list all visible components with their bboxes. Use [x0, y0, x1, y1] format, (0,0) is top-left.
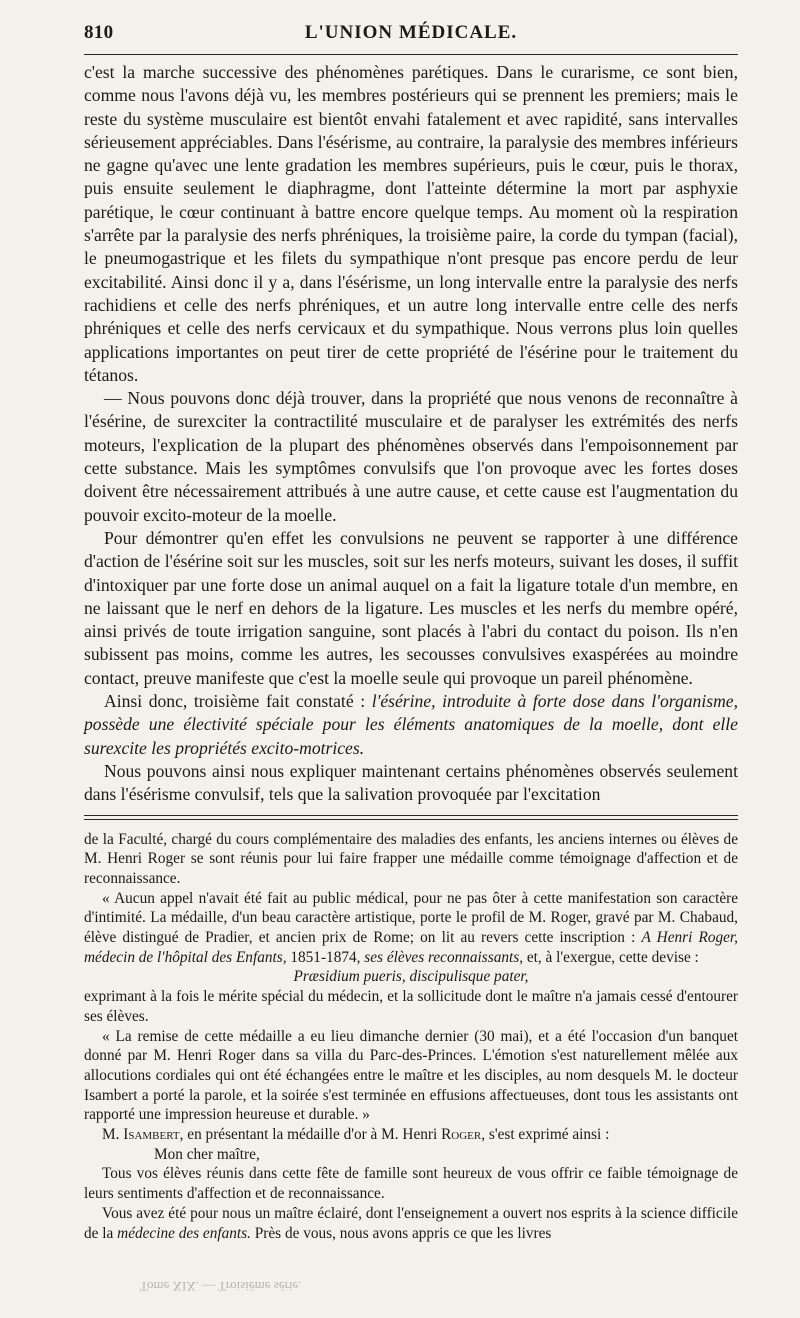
running-header — [84, 22, 738, 52]
feuilleton-para-2 — [84, 889, 738, 968]
article-body — [84, 61, 738, 807]
feuilleton-para-7-italic: médecine des enfants. — [117, 1224, 251, 1242]
speaker-name: Isambert — [123, 1126, 180, 1144]
feuilleton-separator — [84, 815, 738, 820]
feuilleton-para-7-end: Près de vous, nous avons appris ce que les livres — [250, 1224, 552, 1242]
medal-motto: Præsidium pueris, discipulisque pater, — [293, 968, 529, 986]
paragraph-3: Pour démontrer qu'en effet les convulsions ne peuvent se rapporter à une différence d'action de l'ésérine soit sur les muscles, soit sur les nerfs moteurs, suivant les doses, il suffit d'intoxiquer par une forte dose un animal auquel on a fait la ligature totale d'un membre, en ne laissant que le nerf en dehors de la ligature. Les muscles et les nerfs du membre opéré, ainsi privés de toute irrigation sanguine, sont placés à l'abri du contact du poison. Ils n'en subissent pas moins, comme les autres, les secousses convulsives exaspérées au moindre contact, preuve manifeste que c'est la moelle seule qui provoque un pareil phénomène. — [84, 527, 738, 688]
paragraph-1: c'est la marche successive des phénomènes parétiques. Dans le curarisme, ce sont bien, comme nous l'avons déjà vu, les membres postérieurs qui se prennent les premiers; mais le reste du système musculaire est bientôt envahi fatalement et avec rapidité, sans intervalles sérieusement appréciables. Dans l'ésérisme, au contraire, la paralysie des membres inférieurs ne gagne qu'avec une lente gradation les membres supérieurs, puis le cœur, puis le thorax, puis ensuite seulement le diaphragme, dont l'atteinte détermine la mort par asphyxie parétique, le cœur continuant à battre encore quelque temps. Au moment où la respiration s'arrête par la paralysie des nerfs phréniques, la troisième paire, la corde du tympan (facial), le pneumogastrique et les filets du sympathique n'ont presque pas encore perdu de leur excitabilité. Ainsi donc il y a, dans l'ésérisme, un long intervalle entre la paralysie des nerfs rachidiens et celle des nerfs phréniques, et un autre long intervalle entre celle des nerfs phréniques et celle des nerfs cervicaux et du sympathique. Nous verrons plus loin quelles applications importantes on peut tirer de cette propriété de l'ésérine pour le traitement du tétanos. — [84, 62, 738, 385]
inscription-text: A Henri Roger, médecin de l'hôpital des Enfants, — [84, 929, 738, 966]
inscription-dedication: ses élèves reconnaissants, — [364, 948, 524, 966]
paragraph-2: — Nous pouvons donc déjà trouver, dans la propriété que nous venons de reconnaître à l'ésérine, de surexciter la contractilité musculaire et de paralyser les extrémités des nerfs moteurs, l'explication de la plupart des phénomènes observés dans l'empoisonnement par cette substance. Mais les symptômes convulsifs que l'on provoque avec les fortes doses doivent être nécessairement attribués à une autre cause, et cette cause est l'augmentation du pouvoir excito-moteur de la moelle. — [84, 388, 738, 525]
paragraph-5: Nous pouvons ainsi nous expliquer maintenant certains phénomènes observés seulement dans l'ésérisme convulsif, tels que la salivation provoquée par l'excitation — [84, 760, 738, 805]
page-number: 810 — [84, 22, 114, 43]
feuilleton-para-7 — [84, 1204, 738, 1243]
feuilleton-para-1: de la Faculté, chargé du cours complémentaire des maladies des enfants, les anciens internes ou élèves de M. Henri Roger se sont réunis pour lui faire frapper une médaille comme témoignage d'affection et de reconnaissance. — [84, 830, 738, 887]
feuilleton-para-6: Tous vos élèves réunis dans cette fête de famille sont heureux de vous offrir ce faible témoignage de leurs sentiments d'affection et de reconnaissance. — [84, 1165, 738, 1203]
feuilleton-section — [84, 830, 738, 1244]
speech-intro-b: , en présentant la médaille d'or à M. Henri — [179, 1126, 442, 1144]
journal-title: L'UNION MÉDICALE. — [304, 22, 518, 43]
paragraph-4-italic: l'ésérine, introduite à forte dose dans l'organisme, possède une électivité spéciale pour les éléments anatomiques de la moelle, dont elle surexcite les propriétés excito-motrices. — [84, 691, 738, 758]
feuilleton-para-2-text: « Aucun appel n'avait été fait au public médical, pour ne pas ôter à cette manifestation son caractère d'intimité. La médaille, d'un beau caractère artistique, porte le profil de M. Roger, gravé par M. Chabaud, élève distingué de Pradier, et ancien prix de Rome; on lit au revers cette inscription : — [84, 889, 738, 947]
honoree-name: Roger — [441, 1126, 482, 1144]
speech-intro-a: M. — [102, 1126, 124, 1144]
feuilleton-para-4: « La remise de cette médaille a eu lieu dimanche dernier (30 mai), et a été l'occasion d'un banquet donné par M. Henri Roger dans sa villa du Parc-des-Princes. L'émotion s'est naturellement mêlée aux allocutions cordiales qui ont été échangées entre le maître et les disciples, au nom desquels M. le docteur Isambert a porté la parole, et la soirée s'est terminée en effusions affectueuses, dont tous les assistants ont rapporté une impression heureuse et durable. » — [84, 1027, 738, 1124]
inscription-years: 1851-1874, — [286, 948, 365, 966]
paragraph-4-lead: Ainsi donc, troisième fait constaté : — [104, 691, 372, 712]
bleed-through-text: Tome XIX. — Troisième série. — [140, 1279, 302, 1294]
feuilleton-para-2-end: et, à l'exergue, cette devise : — [523, 948, 699, 966]
header-rule — [84, 54, 738, 55]
speech-intro-c: , s'est exprimé ainsi : — [481, 1126, 610, 1144]
salutation: Mon cher maître, — [154, 1145, 260, 1163]
feuilleton-para-3: exprimant à la fois le mérite spécial du médecin, et la sollicitude dont le maître n'a jamais cessé d'entourer ses élèves. — [84, 988, 738, 1025]
paragraph-4 — [84, 690, 738, 760]
feuilleton-para-7-text: Vous avez été pour nous un maître éclairé, dont l'enseignement a ouvert nos esprits à la science difficile de la — [84, 1204, 738, 1242]
feuilleton-para-5 — [84, 1125, 738, 1145]
